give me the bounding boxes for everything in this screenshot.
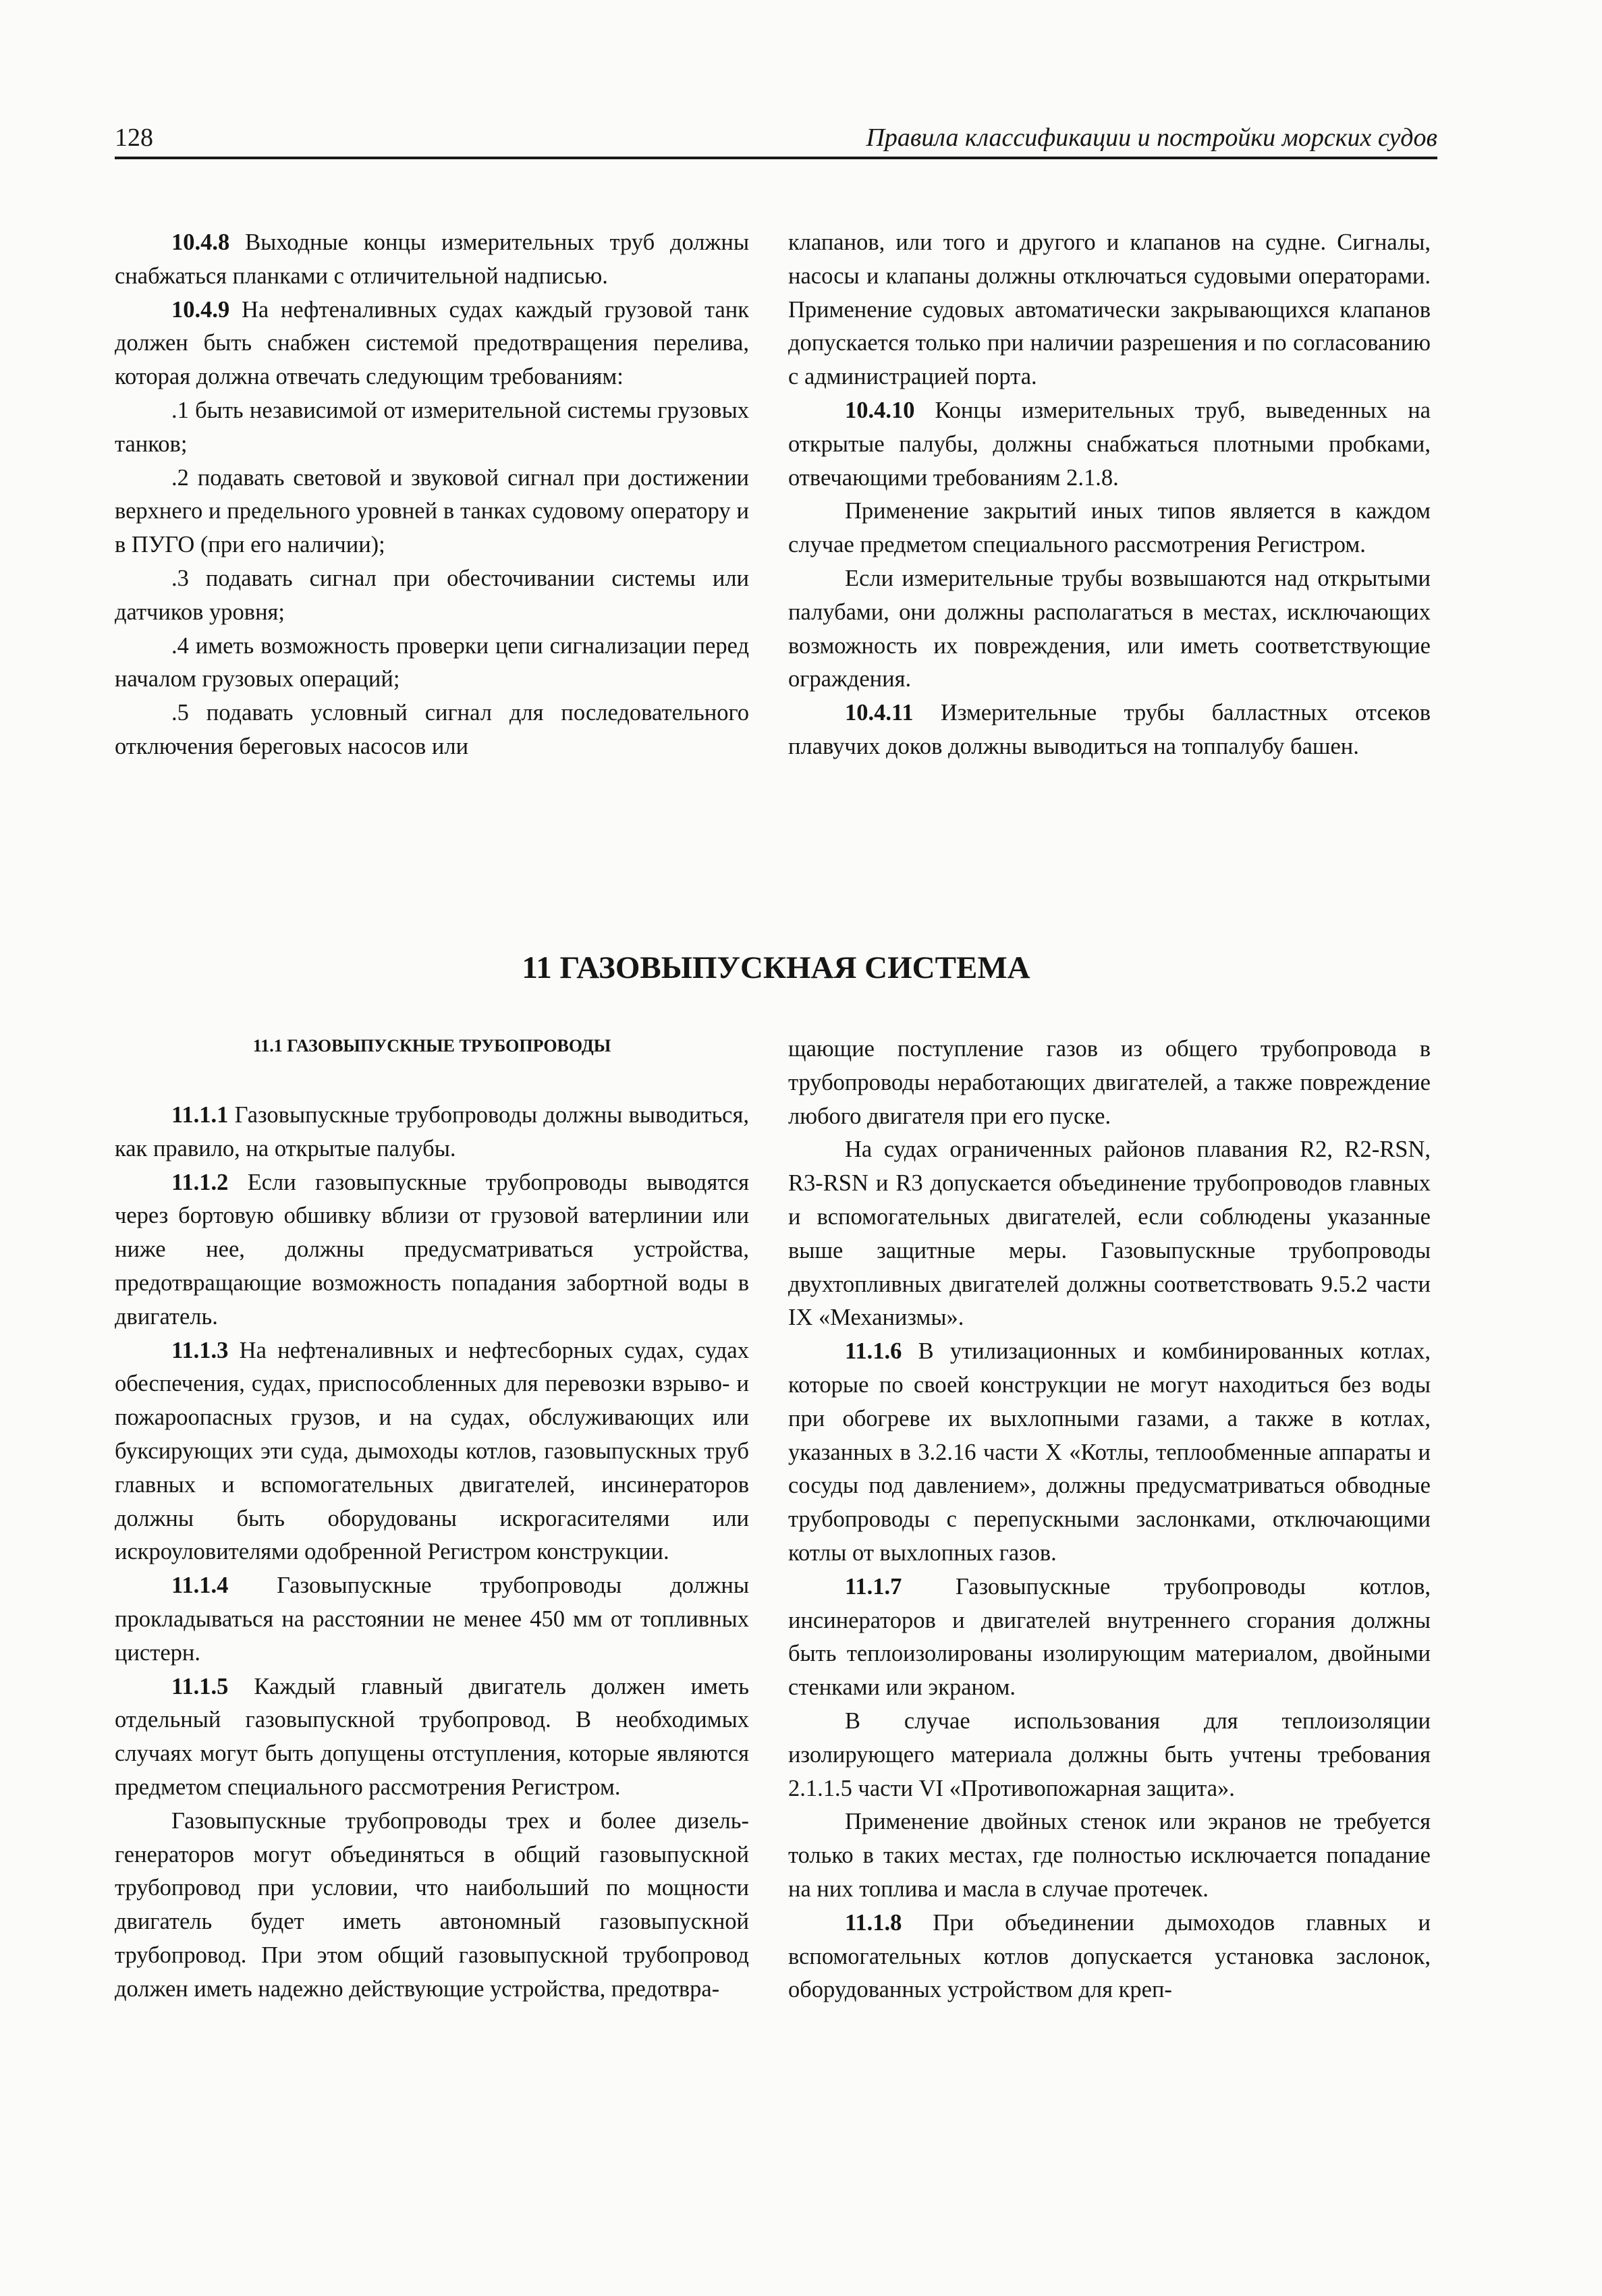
paragraph: [788, 495, 1431, 562]
paragraph-text: Применение двойных стенок или экранов не требуется только в таких местах, где полностью исключается попадание на них топлива и масла в случае протечек.: [788, 1809, 1431, 1902]
paragraph-text: Если измерительные трубы возвышаются над открытыми палубами, они должны располагаться в местах, исключающих возможность их повреждения, или иметь соответствующие ограждения.: [788, 565, 1431, 692]
clause-number: 11.1.7: [845, 1573, 902, 1600]
paragraph-10-4-8: [115, 226, 749, 294]
paragraph-text: Газовыпускные трубопроводы должны выводиться, как правило, на открытые палубы.: [115, 1102, 749, 1161]
paragraph-text: .1 быть независимой от измерительной системы грузовых танков;: [115, 397, 749, 457]
paragraph-11-1-1: [115, 1099, 749, 1166]
clause-number: 10.4.9: [171, 296, 230, 323]
paragraph-text: На судах ограниченных районов плавания R2, R2-RSN, R3-RSN и R3 допускается объединение трубопроводов главных и вспомогательных двигателей, если соблюдены указанные выше защитные меры. Газовыпускные трубопроводы двухтопливных двигателей должны соответствовать 9.5.2 части IX «Механизмы».: [788, 1137, 1431, 1331]
header-rule: [115, 157, 1437, 159]
continued-paragraph: щающие поступление газов из общего трубопровода в трубопроводы неработающих двигателей, а также повреждение любого двигателя при его пуске.: [788, 1036, 1431, 1129]
page-header: [115, 120, 1437, 155]
bottom-right-column: [788, 1033, 1431, 2007]
top-left-column: [115, 226, 749, 764]
clause-number: 11.1.6: [845, 1338, 902, 1365]
paragraph-text: .4 иметь возможность проверки цепи сигнализации перед началом грузовых операций;: [115, 632, 749, 692]
continued-paragraph: клапанов, или того и другого и клапанов на судне. Сигналы, насосы и клапаны должны отключаться судовыми операторами. Применение судовых автоматически закрывающихся клапанов допускается только при наличии разрешения и по согласованию с администрацией порта.: [788, 229, 1431, 390]
paragraph-text: Применение закрытий иных типов является в каждом случае предметом специального рассмотрения Регистром.: [788, 498, 1431, 558]
paragraph-10-4-11: [788, 696, 1431, 764]
clause-number: 10.4.8: [171, 229, 230, 255]
list-item-3: [115, 562, 749, 630]
paragraph-11-1-6: [788, 1335, 1431, 1570]
section-title: 11 ГАЗОВЫПУСКНАЯ СИСТЕМА: [522, 950, 1030, 985]
clause-number: 10.4.10: [845, 397, 915, 423]
paragraph-text: .2 подавать световой и звуковой сигнал при достижении верхнего и предельного уровней в танках судовому оператору и в ПУГО (при его наличии);: [115, 464, 749, 558]
paragraph-11-1-5: [115, 1670, 749, 1805]
bottom-left-column: [115, 1033, 749, 2006]
paragraph-text: Газовыпускные трубопроводы должны прокладываться на расстоянии не менее 450 мм от топливных цистерн.: [115, 1573, 749, 1666]
paragraph-text: На нефтеналивных и нефтесборных судах, судах обеспечения, судах, приспособленных для перевозки взрыво- и пожароопасных грузов, и на судах, обслуживающих или буксирующих эти суда, дымоходы котлов, газовыпускных труб главных и вспомогательных двигателей, инсинераторов должны быть оборудованы искрогасителями или искроуловителями одобренной Регистром конструкции.: [115, 1337, 749, 1565]
paragraph-text: В случае использования для теплоизоляции изолирующего материала должны быть учтены требования 2.1.1.5 части VI «Противопожарная защита».: [788, 1707, 1431, 1801]
paragraph-text: Концы измерительных труб, выведенных на открытые палубы, должны снабжаться плотными пробками, отвечающими требованиям 2.1.8.: [788, 397, 1431, 491]
list-item-5: [115, 696, 749, 764]
list-item-1: [115, 394, 749, 462]
top-right-column: [788, 226, 1431, 764]
paragraph: [788, 562, 1431, 696]
clause-number: 11.1.3: [171, 1337, 229, 1363]
paragraph-11-1-8: [788, 1907, 1431, 2007]
paragraph-10-4-10: [788, 394, 1431, 495]
paragraph: [788, 1133, 1431, 1335]
paragraph: [788, 1805, 1431, 1906]
paragraph-text: .3 подавать сигнал при обесточивании системы или датчиков уровня;: [115, 565, 749, 625]
list-item-4: [115, 630, 749, 697]
paragraph-11-1-7: [788, 1570, 1431, 1705]
list-item-2: [115, 462, 749, 562]
paragraph-11-1-2: [115, 1166, 749, 1334]
subsection-title: 11.1 ГАЗОВЫПУСКНЫЕ ТРУБОПРОВОДЫ: [252, 1036, 611, 1056]
paragraph-text: В утилизационных и комбинированных котлах, которые по своей конструкции не могут находиться без воды при обогреве их выхлопными газами, а также в котлах, указанных в 3.2.16 части X «Котлы, теплообменные аппараты и сосуды под давлением», должны предусматриваться обводные трубопроводы с перепускными заслонками, отключающими котлы от выхлопных газов.: [788, 1338, 1431, 1566]
clause-number: 11.1.2: [171, 1169, 229, 1195]
clause-number: 11.1.5: [171, 1673, 229, 1699]
paragraph-11-1-4: [115, 1569, 749, 1670]
page-number: 128: [115, 124, 153, 152]
running-title: Правила классификации и постройки морских судов: [866, 124, 1437, 152]
paragraph-text: Газовыпускные трубопроводы котлов, инсинераторов и двигателей внутреннего сгорания должны быть теплоизолированы изолирующим материалом, двойными стенками или экраном.: [788, 1573, 1431, 1701]
paragraph-text: На нефтеналивных судах каждый грузовой танк должен быть снабжен системой предотвращения перелива, которая должна отвечать следующим требованиям:: [115, 296, 749, 390]
paragraph-text: Измерительные трубы балластных отсеков плавучих доков должны выводиться на топпалубу башен.: [788, 700, 1431, 759]
paragraph-text: Газовыпускные трубопроводы трех и более дизель-генераторов могут объединяться в общий газовыпускной трубопровод при условии, что наибольший по мощности двигатель будет иметь автономный газовыпускной трубопровод. При этом общий газовыпускной трубопровод должен иметь надежно действующие устройства, предотвра-: [115, 1807, 749, 2002]
clause-number: 11.1.4: [171, 1573, 229, 1599]
paragraph-text: Выходные концы измерительных труб должны снабжаться планками с отличительной надписью.: [115, 229, 749, 289]
paragraph: [788, 1705, 1431, 1805]
clause-number: 11.1.8: [845, 1909, 902, 1936]
paragraph-text: При объединении дымоходов главных и вспомогательных котлов допускается установка заслонок, оборудованных устройством для креп-: [788, 1909, 1431, 2003]
paragraph-text: Каждый главный двигатель должен иметь отдельный газовыпускной трубопровод. В необходимых случаях могут быть допущены отступления, которые являются предметом специального рассмотрения Регистром.: [115, 1673, 749, 1800]
paragraph-text: .5 подавать условный сигнал для последовательного отключения береговых насосов или: [115, 700, 749, 759]
paragraph-11-1-3: [115, 1334, 749, 1570]
paragraph-text: Если газовыпускные трубопроводы выводятся через бортовую обшивку вблизи от грузовой ватерлинии или ниже нее, должны предусматриваться устройства, предотвращающие возможность попадания забортной воды в двигатель.: [115, 1169, 749, 1330]
paragraph-10-4-9: [115, 294, 749, 394]
clause-number: 11.1.1: [171, 1102, 229, 1128]
paragraph: [115, 1805, 749, 2006]
clause-number: 10.4.11: [845, 700, 914, 726]
